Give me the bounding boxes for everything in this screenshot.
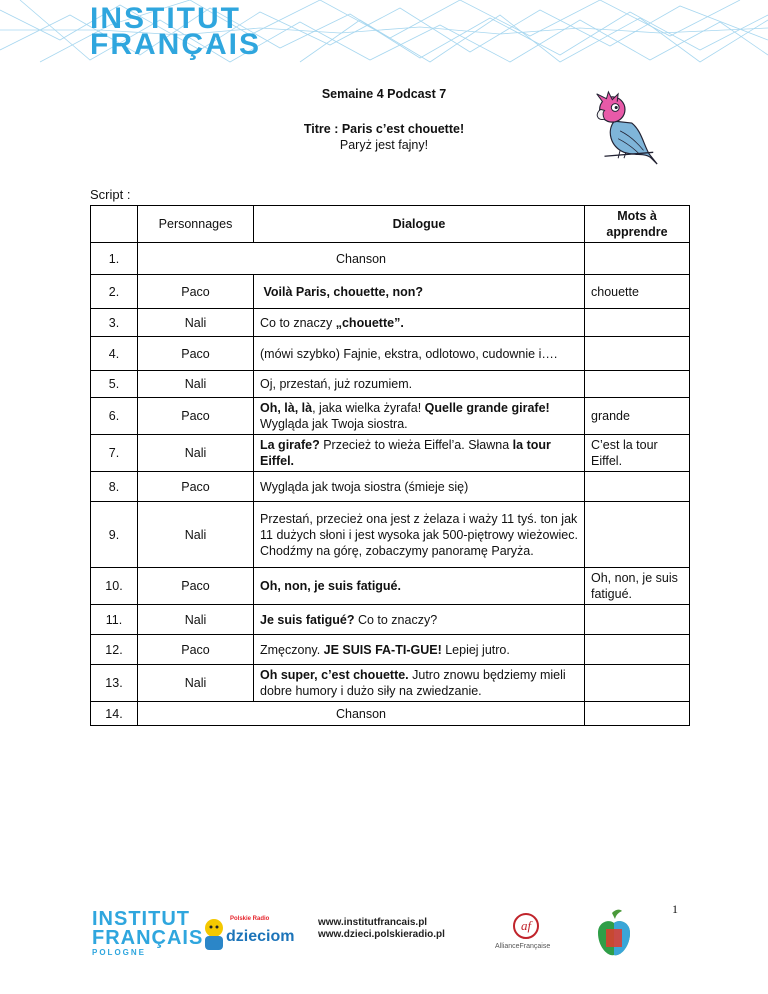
footer-urls (318, 917, 445, 941)
character-cell: Paco (138, 635, 254, 665)
radio-small-label: Polskie Radio (230, 916, 270, 922)
url-radio: www.dzieci.polskieradio.pl (318, 929, 445, 940)
row-number-cell: 5. (91, 371, 138, 398)
row-number-cell: 6. (91, 398, 138, 435)
character-cell: Nali (138, 435, 254, 472)
week-heading: Semaine 4 Podcast 7 (321, 87, 447, 101)
dialogue-cell: Oh, là, là, jaka wielka żyrafa! Quelle grande girafe! Wygląda jak Twoja siostra. (254, 398, 585, 435)
polskie-radio-logo (200, 912, 295, 952)
row-number-cell: 11. (91, 605, 138, 635)
character-cell: Nali (138, 665, 254, 702)
table-row (91, 502, 690, 568)
character-cell: Paco (138, 472, 254, 502)
dialogue-cell: Oh super, c’est chouette. Jutro znowu będziemy mieli dobre humory i dużo siły na zwiedzanie. (254, 665, 585, 702)
table-row (91, 243, 690, 275)
character-cell: Nali (138, 309, 254, 337)
dialogue-cell: Zmęczony. JE SUIS FA-TI-GUE! Lepiej jutro. (254, 635, 585, 665)
row-number-cell: 1. (91, 243, 138, 275)
character-cell: Paco (138, 337, 254, 371)
dialogue-cell: Je suis fatigué? Co to znaczy? (254, 605, 585, 635)
row-number-cell: 12. (91, 635, 138, 665)
script-label: Script : (90, 187, 131, 202)
header-words-cell: Mots à apprendre (585, 206, 690, 243)
table-header-row (91, 206, 690, 243)
page-number: 1 (672, 902, 678, 916)
logo-line-1: INSTITUT (90, 2, 241, 35)
table-row (91, 702, 690, 726)
institut-francais-logo (90, 2, 261, 61)
dialogue-cell: (mówi szybko) Fajnie, ekstra, odlotowo, cudownie i…. (254, 337, 585, 371)
table-row (91, 568, 690, 605)
table-row (91, 337, 690, 371)
merged-song-cell: Chanson (138, 243, 585, 275)
dialogue-cell: Oh, non, je suis fatigué. (254, 568, 585, 605)
af-mark: af (513, 913, 539, 939)
radio-main-label: dzieciom (226, 928, 295, 945)
words-to-learn-cell (585, 243, 690, 275)
words-to-learn-cell (585, 502, 690, 568)
footer-logo-line-1: INSTITUT (92, 908, 190, 930)
document-title: Titre : Paris c’est chouette! (303, 122, 465, 136)
dialogue-cell: La girafe? Przecież to wieża Eiffel’a. Sławna la tour Eiffel. (254, 435, 585, 472)
url-institut: www.institutfrancais.pl (318, 917, 428, 928)
words-to-learn-cell: C’est la tour Eiffel. (585, 435, 690, 472)
dialogue-cell: Co to znaczy „chouette”. (254, 309, 585, 337)
words-to-learn-cell (585, 635, 690, 665)
header-number-cell (91, 206, 138, 243)
table-row (91, 605, 690, 635)
footer-logo-line-2: FRANÇAIS (92, 927, 204, 949)
words-to-learn-cell: Oh, non, je suis fatigué. (585, 568, 690, 605)
table-row (91, 309, 690, 337)
row-number-cell: 8. (91, 472, 138, 502)
row-number-cell: 9. (91, 502, 138, 568)
table-row (91, 371, 690, 398)
footer-institut-logo (92, 910, 203, 958)
character-cell: Paco (138, 275, 254, 309)
character-cell: Paco (138, 398, 254, 435)
merged-song-cell: Chanson (138, 702, 585, 726)
row-number-cell: 3. (91, 309, 138, 337)
table-row (91, 435, 690, 472)
table-row (91, 398, 690, 435)
character-cell: Paco (138, 568, 254, 605)
dialogue-cell: Oj, przestań, już rozumiem. (254, 371, 585, 398)
alliance-francaise-logo (495, 909, 565, 959)
row-number-cell: 14. (91, 702, 138, 726)
character-cell: Nali (138, 371, 254, 398)
row-number-cell: 13. (91, 665, 138, 702)
footer-logos (0, 905, 768, 965)
radio-character-icon (200, 916, 228, 956)
header-characters-cell: Personnages (138, 206, 254, 243)
table-row (91, 275, 690, 309)
dialogue-cell: Przestań, przecież ona jest z żelaza i waży 11 tyś. ton jak 11 dużych słoni i jest wysoka jak 500-piętrowy wieżowiec. Chodźmy na górę, zobaczymy panoramę Paryża. (254, 502, 585, 568)
header-banner (0, 0, 768, 66)
row-number-cell: 2. (91, 275, 138, 309)
table-row (91, 665, 690, 702)
table-row (91, 472, 690, 502)
row-number-cell: 7. (91, 435, 138, 472)
row-number-cell: 4. (91, 337, 138, 371)
words-to-learn-cell (585, 371, 690, 398)
words-to-learn-cell (585, 337, 690, 371)
words-to-learn-cell (585, 665, 690, 702)
logo-line-2: FRANÇAIS (90, 28, 261, 61)
footer-logo-country: POLOGNE (92, 948, 147, 957)
words-to-learn-cell (585, 605, 690, 635)
af-text: AllianceFrançaise (495, 943, 551, 950)
apple-logo (588, 907, 648, 963)
words-to-learn-cell (585, 309, 690, 337)
character-cell: Nali (138, 502, 254, 568)
words-to-learn-cell (585, 702, 690, 726)
words-to-learn-cell: chouette (585, 275, 690, 309)
words-to-learn-cell: grande (585, 398, 690, 435)
dialogue-cell: Wygląda jak twoja siostra (śmieje się) (254, 472, 585, 502)
words-to-learn-cell (585, 472, 690, 502)
character-cell: Nali (138, 605, 254, 635)
dialogue-table (90, 205, 690, 726)
document-subtitle: Paryż jest fajny! (339, 138, 429, 152)
parrot-illustration (585, 88, 663, 166)
header-dialogue-cell: Dialogue (254, 206, 585, 243)
table-row (91, 635, 690, 665)
dialogue-cell: Voilà Paris, chouette, non? (254, 275, 585, 309)
row-number-cell: 10. (91, 568, 138, 605)
